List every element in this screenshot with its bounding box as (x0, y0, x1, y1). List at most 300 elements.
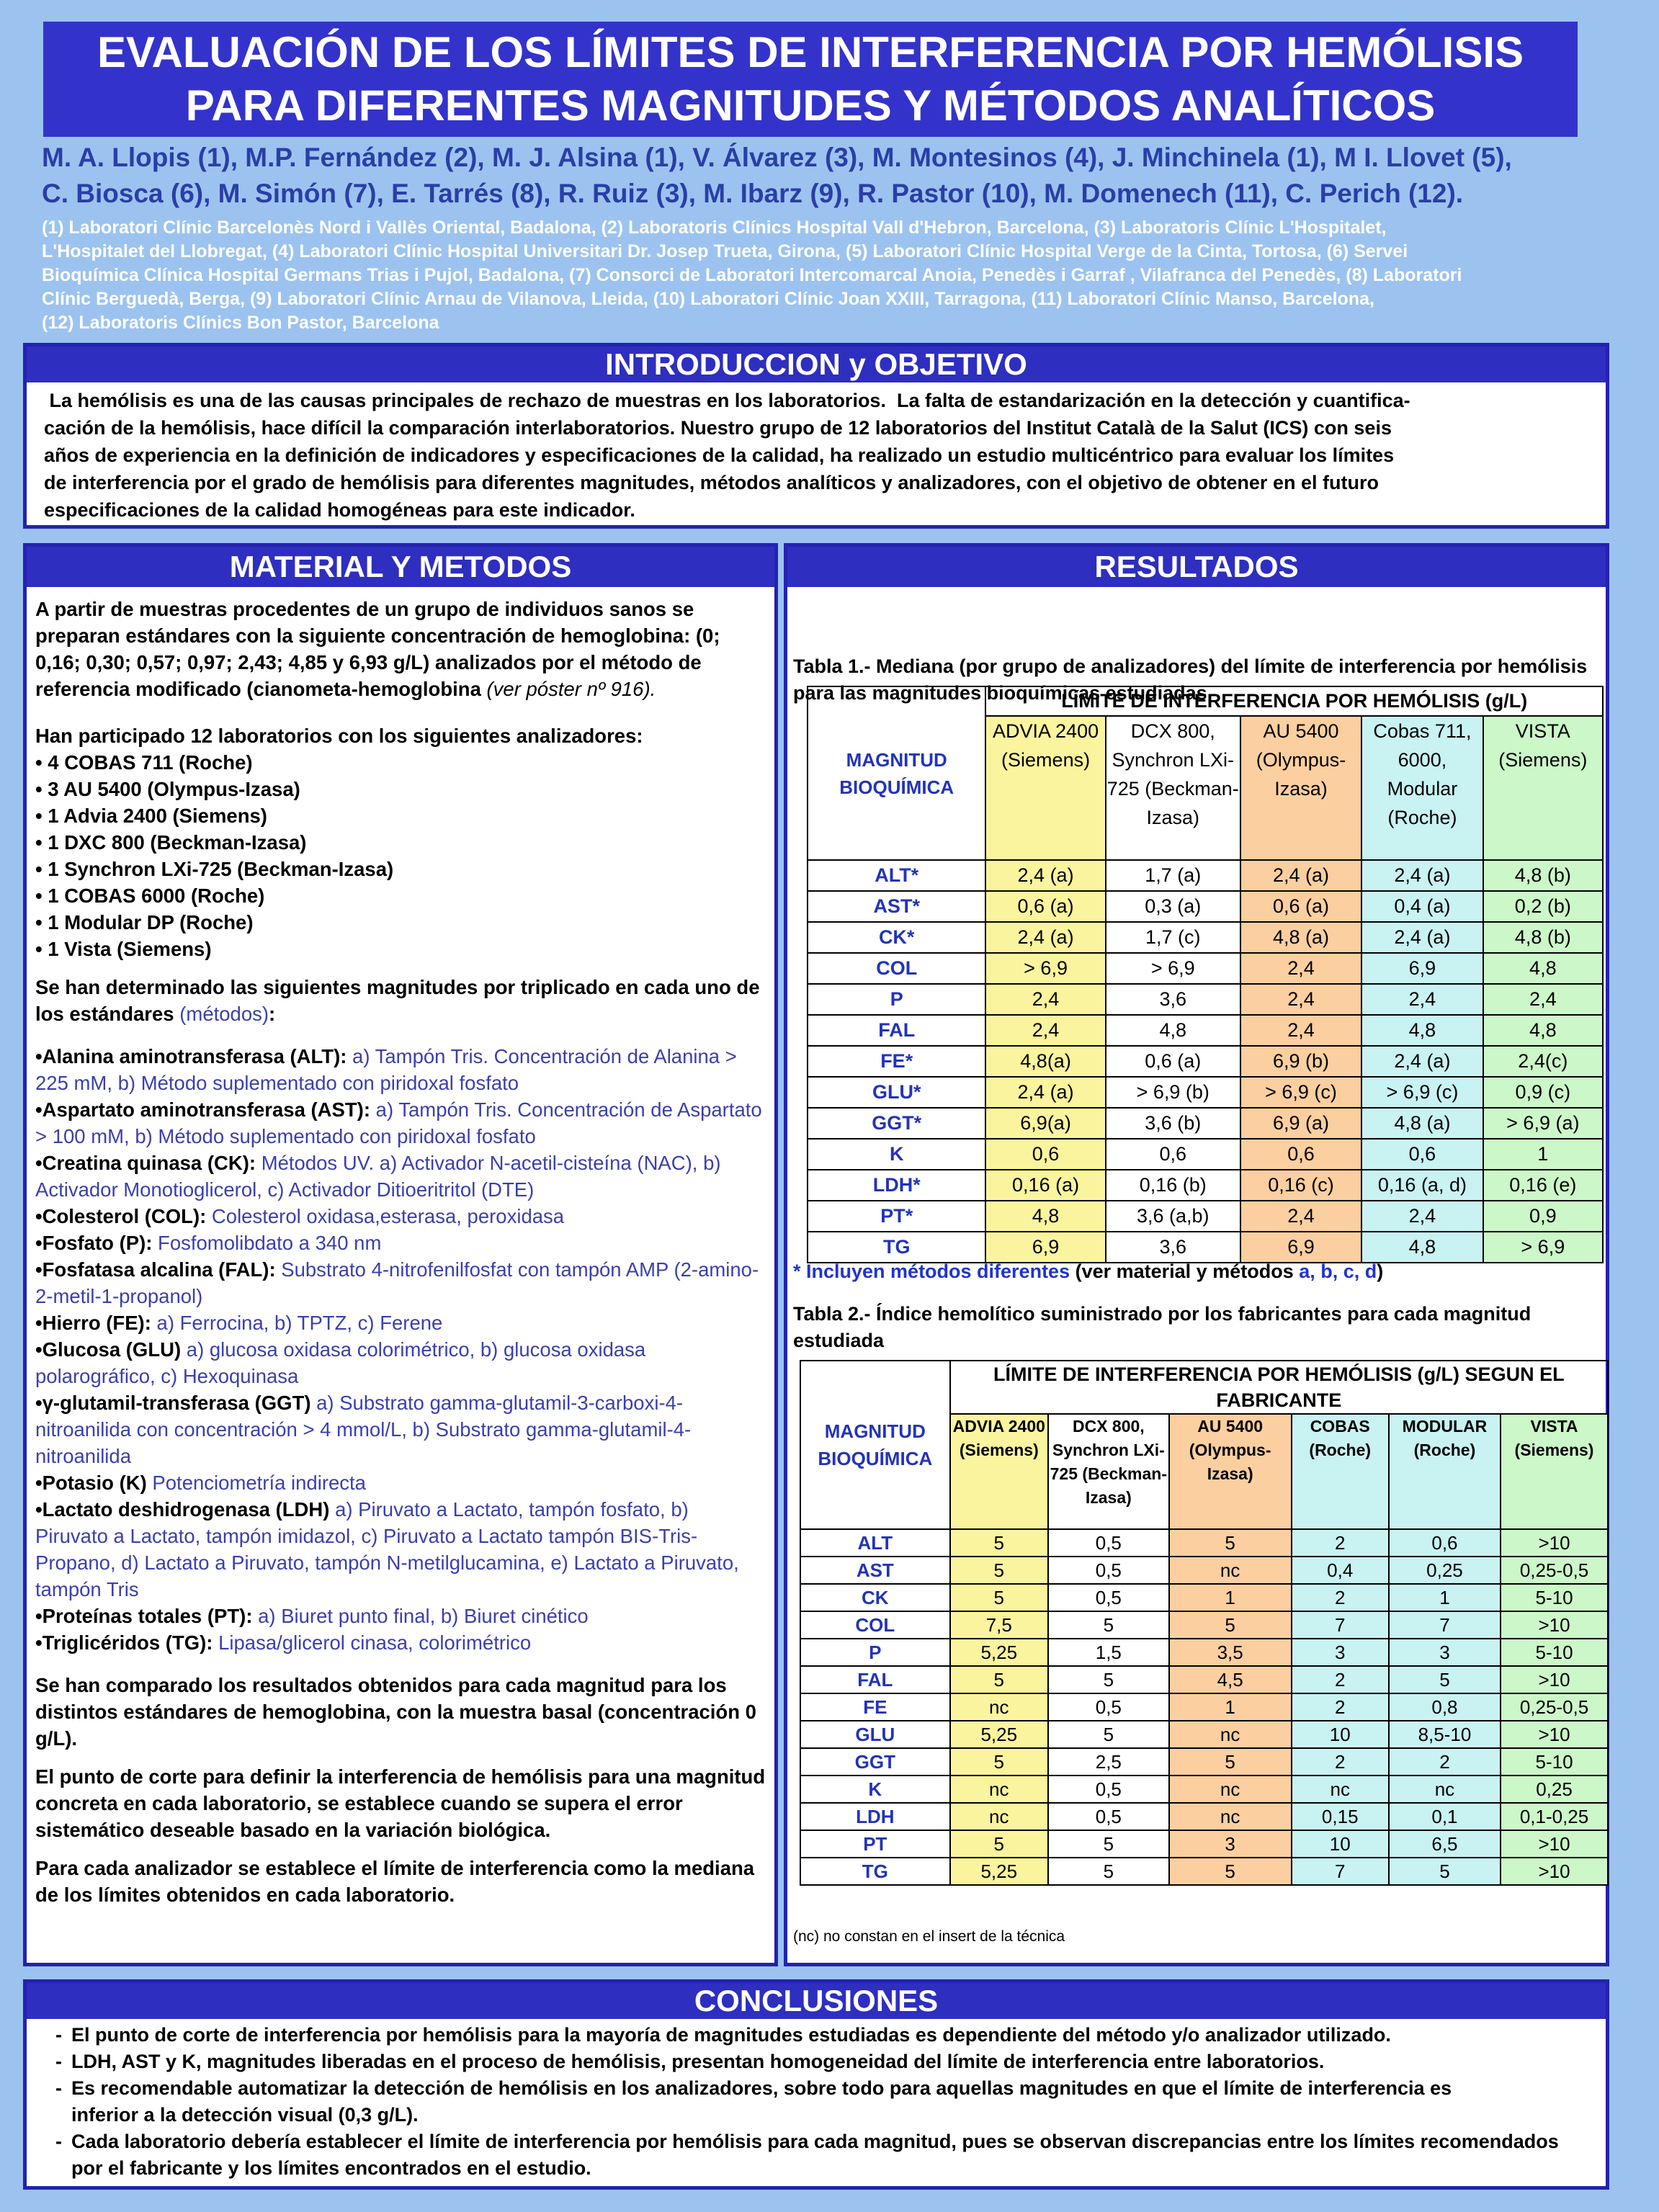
methods-paragraph: Para cada analizador se establece el límite de interferencia como la mediana de los límites obtenidos en cada laboratorio. (35, 1857, 755, 1906)
analyzer-item: • 1 Synchron LXi-725 (Beckman-Izasa) (35, 858, 394, 880)
t1-value-cell: 3,6 (b) (1106, 1108, 1240, 1139)
note1-part: (ver material y métodos (1070, 1261, 1300, 1282)
t2-value-cell: nc (1169, 1557, 1292, 1584)
t2-value-cell: 5-10 (1501, 1584, 1608, 1611)
t1-value-cell: 2,4 (1240, 984, 1361, 1015)
t2-value-cell: 2 (1292, 1666, 1389, 1693)
table2-col-header: COBAS (Roche) (1292, 1414, 1389, 1529)
t1-value-cell: 0,16 (e) (1483, 1170, 1603, 1201)
t2-value-cell: 5 (1169, 1748, 1292, 1776)
t1-row (808, 1201, 1603, 1232)
title-line-2: PARA DIFERENTES MAGNITUDES Y MÉTODOS ANALÍTICOS (185, 81, 1436, 130)
conclusion-text: LDH, AST y K, magnitudes liberadas en el proceso de hemólisis, presentan homogeneidad del límite de interferencia entre laboratorios. (71, 2051, 1325, 2072)
analyzer-item: • 1 DXC 800 (Beckman-Izasa) (35, 831, 307, 854)
t2-value-cell: 5 (950, 1584, 1048, 1611)
t1-value-cell: 1,7 (a) (1106, 860, 1240, 891)
magnitude-method: a) Tampón Tris. Concentración de Aspartato > 100 mM, b) Método suplementado con piridoxal fosfato (35, 1098, 762, 1147)
t1-value-cell: 0,3 (a) (1106, 891, 1240, 922)
magnitude-method: a) Ferrocina, b) TPTZ, c) Ferene (151, 1312, 443, 1334)
t1-value-cell: 2,4 (985, 1015, 1105, 1046)
t1-value-cell: 4,8 (b) (1483, 860, 1603, 891)
conclusion-text: Es recomendable automatizar la detección de hemólisis en los analizadores, sobre todo para aquellas magnitudes en que el límite de interferencia es inferior a la detección visual (0,3 g/L). (71, 2077, 1452, 2126)
magnitude-method: Colesterol oxidasa,esterasa, peroxidasa (206, 1205, 565, 1227)
t2-value-cell: 5-10 (1501, 1639, 1608, 1666)
t1-value-cell: 0,16 (c) (1240, 1170, 1361, 1201)
t1-row (808, 1108, 1603, 1139)
t1-value-cell: 0,6 (1106, 1139, 1240, 1170)
affiliation-line: (1) Laboratori Clínic Barcelonès Nord i Vallès Oriental, Badalona, (2) Laboratoris Clínics Hospital Vall d'Hebron, Barcelona, (3) Laboratoris Clínic L'Hospitalet, (42, 218, 1387, 238)
t2-row (800, 1611, 1608, 1639)
t2-value-cell: 5,25 (950, 1721, 1048, 1748)
t1-value-cell: 6,9 (a) (1240, 1108, 1361, 1139)
intro-line: de interferencia por el grado de hemólisis para diferentes magnitudes, métodos analíticos y analizadores, con el objetivo de obtener en el futuro (44, 472, 1379, 493)
t1-magnitud-cell: PT* (808, 1201, 985, 1232)
table2-col-header: ADVIA 2400 (Siemens) (950, 1414, 1048, 1529)
t2-value-cell: nc (1169, 1776, 1292, 1803)
table2-body (800, 1529, 1608, 1885)
t1-value-cell: 2,4 (a) (985, 922, 1105, 953)
t1-value-cell: 0,16 (a) (985, 1170, 1105, 1201)
t2-value-cell: 0,1 (1389, 1803, 1501, 1830)
methods-p1: A partir de muestras procedentes de un grupo de individuos sanos se preparan estándares con la siguiente concentración de hemoglobina: (0; 0,16; 0,30; 0,57; 0,97; 2,43; 4,85 y 6,93 g/L) analizados por el método de referencia modificado (cianometa-hemoglobina (35, 598, 720, 700)
magnitude-name: •Fosfatasa alcalina (FAL): (35, 1258, 276, 1281)
t2-value-cell: 5 (950, 1748, 1048, 1776)
t2-value-cell: 0,5 (1048, 1776, 1169, 1803)
affiliation-line: (12) Laboratoris Clínics Bon Pastor, Barcelona (42, 313, 439, 333)
t2-value-cell: 0,25-0,5 (1501, 1557, 1608, 1584)
conclusions-heading: CONCLUSIONES (27, 1983, 1606, 2019)
magnitude-method: a) glucosa oxidasa colorimétrico, b) glucosa oxidasa polarográfico, c) Hexoquinasa (35, 1338, 646, 1387)
t1-value-cell: 4,8 (985, 1201, 1105, 1232)
t2-value-cell: 0,1-0,25 (1501, 1803, 1608, 1830)
t1-value-cell: 2,4 (1240, 1201, 1361, 1232)
t2-value-cell: >10 (1501, 1830, 1608, 1858)
t1-value-cell: 4,8 (1361, 1015, 1483, 1046)
t1-value-cell: 2,4 (1361, 1201, 1483, 1232)
t1-value-cell: 4,8(a) (985, 1046, 1105, 1077)
t2-value-cell: >10 (1501, 1858, 1608, 1885)
methods-p3-blue: (métodos) (174, 1003, 269, 1025)
magnitudes-list (35, 1043, 766, 1656)
table1-note (793, 1261, 1383, 1283)
magnitude-method: a) Piruvato a Lactato, tampón fosfato, b) Piruvato a Lactato, tampón imidazol, c) Piruvato a Lactato tampón BIS-Tris-Propano, d) Lactato a Piruvato, tampón N-metilglucamina, e) Lactato a Piruvato, tampón Tris (35, 1498, 739, 1600)
methods-paragraph: El punto de corte para definir la interferencia de hemólisis para una magnitud concreta en cada laboratorio, se establece cuando se supera el error sistemático deseable basado en la variación biológica. (35, 1765, 766, 1841)
t2-value-cell: 0,5 (1048, 1584, 1169, 1611)
t1-value-cell: 0,2 (b) (1483, 891, 1603, 922)
t1-row (808, 922, 1603, 953)
magnitude-name: •Proteínas totales (PT): (35, 1605, 253, 1627)
t1-value-cell: 0,6 (1240, 1139, 1361, 1170)
magnitude-name: •Potasio (K) (35, 1472, 147, 1494)
methods-text (27, 587, 774, 1908)
t2-value-cell: 0,25 (1389, 1557, 1501, 1584)
t1-value-cell: 2,4 (1240, 1015, 1361, 1046)
t2-value-cell: 5 (1048, 1611, 1169, 1639)
t2-row (800, 1584, 1608, 1611)
magnitude-name: •Lactato deshidrogenasa (LDH) (35, 1498, 330, 1521)
analyzer-item: • 4 COBAS 711 (Roche) (35, 751, 253, 774)
magnitude-name: •Creatina quinasa (CK): (35, 1152, 256, 1174)
t2-magnitud-cell: GLU (800, 1721, 950, 1748)
t2-magnitud-cell: FAL (800, 1666, 950, 1693)
t1-value-cell: 6,9 (1240, 1232, 1361, 1263)
t2-value-cell: 5 (950, 1830, 1048, 1858)
t2-value-cell: 0,6 (1389, 1529, 1501, 1557)
t1-value-cell: 2,4 (a) (985, 860, 1105, 891)
t1-value-cell: 1 (1483, 1139, 1603, 1170)
methods-panel (23, 543, 778, 1966)
t2-value-cell: 3,5 (1169, 1639, 1292, 1666)
conclusion-text: El punto de corte de interferencia por hemólisis para la mayoría de magnitudes estudiadas es dependiente del método y/o analizador utilizado. (71, 2024, 1391, 2046)
t2-value-cell: nc (1292, 1776, 1389, 1803)
t1-value-cell: 4,8 (a) (1361, 1108, 1483, 1139)
magnitude-method: a) Substrato gamma-glutamil-3-carboxi-4-nitroanilida con concentración > 4 mmol/L, b) Substrato gamma-glutamil-4-nitroanilida (35, 1392, 692, 1467)
magnitude-name: •Fosfato (P): (35, 1232, 153, 1254)
magnitude-method: Substrato 4-nitrofenilfosfat con tampón AMP (2-amino-2-metil-1-propanol) (35, 1258, 759, 1307)
intro-line: cación de la hemólisis, hace difícil la comparación interlaboratorios. Nuestro grupo de 12 laboratorios del Institut Català de la Salut (ICS) con seis (44, 417, 1392, 439)
methods-p3: Se han determinado las siguientes magnitudes por triplicado en cada uno de los estándares (35, 976, 760, 1025)
intro-line: La hemólisis es una de las causas principales de rechazo de muestras en los laboratorios. La falta de estandarización en la detección y cuantifica- (44, 390, 1410, 411)
note1-part: a, b, c, d (1299, 1261, 1377, 1282)
conclusion-item: - El punto de corte de interferencia por hemólisis para la mayoría de magnitudes estudiadas es dependiente del método y/o analizador utilizado. (55, 2022, 1577, 2048)
t2-value-cell: nc (950, 1803, 1048, 1830)
t2-row (800, 1557, 1608, 1584)
magnitude-method: Fosfomolibdato a 340 nm (152, 1232, 382, 1254)
t2-magnitud-cell: PT (800, 1830, 950, 1858)
t1-magnitud-cell: FE* (808, 1046, 985, 1077)
intro-panel (23, 343, 1609, 529)
methods-analyzers (35, 722, 766, 962)
magnitude-name: •γ-glutamil-transferasa (GGT) (35, 1392, 311, 1414)
t1-magnitud-cell: LDH* (808, 1170, 985, 1201)
table1-span-header: LÍMITE DE INTERFERENCIA POR HEMÓLISIS (g/L) (985, 686, 1603, 716)
table1-col-header: Cobas 711, 6000, Modular (Roche) (1361, 716, 1483, 860)
results-panel (784, 543, 1609, 1966)
magnitude-name: •Aspartato aminotransferasa (AST): (35, 1098, 371, 1121)
analyzer-item: • 1 Vista (Siemens) (35, 938, 212, 960)
t1-magnitud-cell: ALT* (808, 860, 985, 891)
t2-value-cell: 3 (1389, 1639, 1501, 1666)
t1-value-cell: 6,9 (b) (1240, 1046, 1361, 1077)
t2-value-cell: 0,5 (1048, 1803, 1169, 1830)
t2-value-cell: 2 (1389, 1748, 1501, 1776)
intro-text (27, 382, 1606, 524)
t1-value-cell: > 6,9 (c) (1361, 1077, 1483, 1108)
affiliations (42, 216, 1612, 335)
t2-value-cell: 1,5 (1048, 1639, 1169, 1666)
t2-row (800, 1830, 1608, 1858)
t2-value-cell: 1 (1389, 1584, 1501, 1611)
intro-line: especificaciones de la calidad homogéneas para este indicador. (44, 499, 635, 521)
analyzer-item: • 1 Advia 2400 (Siemens) (35, 805, 267, 827)
t1-magnitud-cell: AST* (808, 891, 985, 922)
t1-value-cell: 0,6 (a) (985, 891, 1105, 922)
analyzer-item: • 3 AU 5400 (Olympus-Izasa) (35, 778, 300, 800)
t1-value-cell: 3,6 (1106, 984, 1240, 1015)
t1-value-cell: 2,4 (1483, 984, 1603, 1015)
t2-value-cell: 2 (1292, 1693, 1389, 1721)
t2-value-cell: 0,15 (1292, 1803, 1389, 1830)
t1-row (808, 984, 1603, 1015)
t1-magnitud-cell: CK* (808, 922, 985, 953)
methods-paragraph (35, 596, 766, 702)
t2-value-cell: 0,5 (1048, 1529, 1169, 1557)
t1-value-cell: > 6,9 (a) (1483, 1108, 1603, 1139)
t1-magnitud-cell: K (808, 1139, 985, 1170)
methods-p3-end: : (269, 1003, 276, 1025)
t1-value-cell: 0,4 (a) (1361, 891, 1483, 922)
t2-value-cell: 0,8 (1389, 1693, 1501, 1721)
t1-value-cell: 2,4 (985, 984, 1105, 1015)
t2-value-cell: 2 (1292, 1584, 1389, 1611)
table1-magnitud-header: MAGNITUD BIOQUÍMICA (808, 686, 985, 860)
t2-magnitud-cell: ALT (800, 1529, 950, 1557)
t1-value-cell: 6,9 (1361, 953, 1483, 984)
magnitude-method: a) Tampón Tris. Concentración de Alanina > 225 mM, b) Método suplementado con piridoxal fosfato (35, 1045, 737, 1094)
conclusion-text: Cada laboratorio debería establecer el límite de interferencia por hemólisis para cada magnitud, pues se observan discrepancias entre los límites recomendados por el fabricante y los límites encontrados en el estudio. (71, 2131, 1559, 2179)
t2-value-cell: 5 (1048, 1830, 1169, 1858)
table-1 (807, 686, 1604, 1263)
t1-value-cell: > 6,9 (1106, 953, 1240, 984)
t2-row (800, 1858, 1608, 1885)
table1-col-header: ADVIA 2400 (Siemens) (985, 716, 1105, 860)
affiliation-line: Clínic Berguedà, Berga, (9) Laboratori Clínic Arnau de Vilanova, Lleida, (10) Laboratori Clínic Joan XXIII, Tarragona, (11) Laboratori Clínic Manso, Barcelona, (42, 289, 1374, 309)
t2-row (800, 1721, 1608, 1748)
authors-line-1: M. A. Llopis (1), M.P. Fernández (2), M. J. Alsina (1), V. Álvarez (3), M. Montesinos (4), J. Minchinela (1), M I. Llovet (5), (42, 143, 1512, 172)
t1-value-cell: 0,6 (a) (1106, 1046, 1240, 1077)
t1-value-cell: 2,4 (a) (1361, 922, 1483, 953)
t2-magnitud-cell: K (800, 1776, 950, 1803)
t2-value-cell: 6,5 (1389, 1830, 1501, 1858)
magnitude-name: •Hierro (FE): (35, 1312, 151, 1334)
poster-title (43, 22, 1578, 137)
methods-paragraph (35, 974, 766, 1027)
t2-magnitud-cell: P (800, 1639, 950, 1666)
t2-value-cell: 8,5-10 (1389, 1721, 1501, 1748)
t2-value-cell: >10 (1501, 1529, 1608, 1557)
t1-value-cell: 4,8 (1483, 953, 1603, 984)
note1-part: ) (1377, 1261, 1384, 1282)
affiliation-line: L'Hospitalet del Llobregat, (4) Laboratori Clínic Hospital Universitari Dr. Josep Trueta, Girona, (5) Laboratori Clínic Hospital Verge de la Cinta, Tortosa, (6) Servei (42, 241, 1408, 261)
t2-value-cell: 4,5 (1169, 1666, 1292, 1693)
t2-value-cell: 10 (1292, 1830, 1389, 1858)
t1-value-cell: 0,9 (1483, 1201, 1603, 1232)
t1-row (808, 891, 1603, 922)
t1-value-cell: 2,4 (a) (1240, 860, 1361, 891)
t1-row (808, 1139, 1603, 1170)
t2-value-cell: >10 (1501, 1611, 1608, 1639)
t1-value-cell: 0,6 (1361, 1139, 1483, 1170)
affiliation-line: Bioquímica Clínica Hospital Germans Trias i Pujol, Badalona, (7) Consorci de Laboratori Intercomarcal Anoia, Penedès i Garraf , Vilafranca del Penedès, (8) Laboratori (42, 265, 1462, 285)
t1-row (808, 1170, 1603, 1201)
t2-value-cell: nc (1169, 1721, 1292, 1748)
t1-magnitud-cell: COL (808, 953, 985, 984)
t2-value-cell: 0,25 (1501, 1776, 1608, 1803)
t2-magnitud-cell: GGT (800, 1748, 950, 1776)
table2-col-header: VISTA (Siemens) (1501, 1414, 1608, 1529)
t2-value-cell: nc (1389, 1776, 1501, 1803)
table1-caption: Tabla 1.- Mediana (por grupo de analizadores) del límite de interferencia por hemólisis para las magnitudes bioquímicas estudiadas (793, 655, 1588, 704)
t2-value-cell: 7 (1292, 1611, 1389, 1639)
t2-value-cell: 7 (1389, 1611, 1501, 1639)
t1-magnitud-cell: GGT* (808, 1108, 985, 1139)
t2-row (800, 1529, 1608, 1557)
t2-value-cell: 10 (1292, 1721, 1389, 1748)
table-2 (800, 1360, 1609, 1886)
magnitude-name: •Glucosa (GLU) (35, 1338, 182, 1361)
t2-value-cell: 5-10 (1501, 1748, 1608, 1776)
t2-value-cell: 0,4 (1292, 1557, 1389, 1584)
t2-magnitud-cell: CK (800, 1584, 950, 1611)
magnitude-method: Lipasa/glicerol cinasa, colorimétrico (213, 1631, 532, 1654)
intro-heading: INTRODUCCION y OBJETIVO (27, 346, 1606, 382)
t2-value-cell: 0,25-0,5 (1501, 1693, 1608, 1721)
t2-value-cell: 5 (1169, 1858, 1292, 1885)
t1-value-cell: 2,4 (a) (1361, 860, 1483, 891)
t1-value-cell: 3,6 (1106, 1232, 1240, 1263)
t2-value-cell: 5,25 (950, 1858, 1048, 1885)
t2-magnitud-cell: TG (800, 1858, 950, 1885)
t1-row (808, 1232, 1603, 1263)
t1-magnitud-cell: GLU* (808, 1077, 985, 1108)
t1-value-cell: 2,4 (1240, 953, 1361, 984)
t2-value-cell: nc (950, 1693, 1048, 1721)
t2-value-cell: 1 (1169, 1693, 1292, 1721)
magnitude-method: Potenciometría indirecta (146, 1472, 366, 1494)
t1-value-cell: 0,6 (985, 1139, 1105, 1170)
analyzer-item: • 1 COBAS 6000 (Roche) (35, 885, 265, 907)
t1-row (808, 860, 1603, 891)
conclusion-item: - Cada laboratorio debería establecer el límite de interferencia por hemólisis para cada magnitud, pues se observan discrepancias entre los límites recomendados por el fabricante y los límites encontrados en el estudio. (55, 2128, 1577, 2182)
conclusion-item: - LDH, AST y K, magnitudes liberadas en el proceso de hemólisis, presentan homogeneidad del límite de interferencia entre laboratorios. (55, 2048, 1577, 2075)
t1-value-cell: 2,4 (1361, 984, 1483, 1015)
t2-value-cell: 2 (1292, 1748, 1389, 1776)
title-line-1: EVALUACIÓN DE LOS LÍMITES DE INTERFERENCIA POR HEMÓLISIS (97, 28, 1524, 76)
t1-value-cell: 3,6 (a,b) (1106, 1201, 1240, 1232)
analyzer-item: • 1 Modular DP (Roche) (35, 911, 254, 933)
table1-col-header: DCX 800, Synchron LXi-725 (Beckman-Izasa) (1106, 716, 1240, 860)
t2-row (800, 1803, 1608, 1830)
t1-value-cell: 6,9 (985, 1232, 1105, 1263)
conclusions-panel (23, 1979, 1609, 2190)
table2-col-header: DCX 800, Synchron LXi-725 (Beckman-Izasa) (1048, 1414, 1169, 1529)
t2-value-cell: 0,5 (1048, 1693, 1169, 1721)
t1-value-cell: 2,4 (a) (1361, 1046, 1483, 1077)
methods-p1-ref: (ver póster nº 916). (480, 678, 656, 700)
t1-value-cell: 0,6 (a) (1240, 891, 1361, 922)
t2-value-cell: 5 (1048, 1721, 1169, 1748)
t1-value-cell: 0,16 (b) (1106, 1170, 1240, 1201)
table2-col-header: MODULAR (Roche) (1389, 1414, 1501, 1529)
t2-value-cell: 5 (1169, 1529, 1292, 1557)
table1-col-header: AU 5400 (Olympus-Izasa) (1240, 716, 1361, 860)
t2-value-cell: 0,5 (1048, 1557, 1169, 1584)
t2-value-cell: >10 (1501, 1666, 1608, 1693)
t2-value-cell: 1 (1169, 1584, 1292, 1611)
t1-row (808, 1077, 1603, 1108)
magnitude-name: •Colesterol (COL): (35, 1205, 207, 1227)
t2-value-cell: 5 (950, 1557, 1048, 1584)
t1-value-cell: 2,4 (a) (985, 1077, 1105, 1108)
t2-magnitud-cell: AST (800, 1557, 950, 1584)
authors (42, 140, 1612, 212)
t2-value-cell: 5,25 (950, 1639, 1048, 1666)
t1-magnitud-cell: P (808, 984, 985, 1015)
conclusions-list (27, 2019, 1606, 2182)
table2-span-header: LÍMITE DE INTERFERENCIA POR HEMÓLISIS (g/L) SEGUN EL FABRICANTE (950, 1361, 1608, 1414)
t1-row (808, 953, 1603, 984)
t1-value-cell: 0,9 (c) (1483, 1077, 1603, 1108)
t2-value-cell: 2,5 (1048, 1748, 1169, 1776)
t1-value-cell: 2,4(c) (1483, 1046, 1603, 1077)
t1-value-cell: > 6,9 (b) (1106, 1077, 1240, 1108)
magnitude-method: a) Biuret punto final, b) Biuret cinético (252, 1605, 589, 1627)
table1-col-header: VISTA (Siemens) (1483, 716, 1603, 860)
t1-value-cell: > 6,9 (1483, 1232, 1603, 1263)
table2-col-header: AU 5400 (Olympus-Izasa) (1169, 1414, 1292, 1529)
t2-value-cell: 5 (1169, 1611, 1292, 1639)
t1-row (808, 1015, 1603, 1046)
t2-value-cell: nc (950, 1776, 1048, 1803)
t1-value-cell: 4,8 (1483, 1015, 1603, 1046)
t1-row (808, 1046, 1603, 1077)
t2-row (800, 1639, 1608, 1666)
t1-value-cell: > 6,9 (c) (1240, 1077, 1361, 1108)
t2-row (800, 1776, 1608, 1803)
t2-value-cell: >10 (1501, 1721, 1608, 1748)
t1-value-cell: 0,16 (a, d) (1361, 1170, 1483, 1201)
t2-value-cell: 3 (1292, 1639, 1389, 1666)
methods-paragraph: Se han comparado los resultados obtenidos para cada magnitud para los distintos estándares de hemoglobina, con la muestra basal (concentración 0 g/L). (35, 1674, 756, 1750)
intro-line: años de experiencia en la definición de indicadores y especificaciones de la calidad, ha realizado un estudio multicéntrico para evaluar los límites (44, 444, 1395, 466)
t2-value-cell: nc (1169, 1803, 1292, 1830)
t2-magnitud-cell: FE (800, 1693, 950, 1721)
t1-value-cell: 6,9(a) (985, 1108, 1105, 1139)
note1-part: * Incluyen métodos diferentes (793, 1261, 1070, 1282)
t1-value-cell: > 6,9 (985, 953, 1105, 984)
t2-value-cell: 2 (1292, 1529, 1389, 1557)
table2-note: (nc) no constan en el insert de la técnica (793, 1928, 1065, 1945)
table2-magnitud-header: MAGNITUD BIOQUÍMICA (800, 1361, 950, 1529)
t1-value-cell: 4,8 (b) (1483, 922, 1603, 953)
authors-line-2: C. Biosca (6), M. Simón (7), E. Tarrés (8), R. Ruiz (3), M. Ibarz (9), R. Pastor (10), M. Domenech (11), C. Perich (12). (42, 179, 1464, 208)
t2-row (800, 1693, 1608, 1721)
analyzers-intro: Han participado 12 laboratorios con los siguientes analizadores: (35, 725, 643, 747)
t2-value-cell: 3 (1169, 1830, 1292, 1858)
table1-body (808, 860, 1603, 1263)
t2-value-cell: 5 (1048, 1666, 1169, 1693)
magnitude-name: •Alanina aminotransferasa (ALT): (35, 1045, 347, 1067)
methods-heading: MATERIAL Y METODOS (27, 547, 774, 587)
t1-value-cell: 4,8 (1361, 1232, 1483, 1263)
t2-value-cell: 5 (950, 1529, 1048, 1557)
conclusion-item: - Es recomendable automatizar la detección de hemólisis en los analizadores, sobre todo para aquellas magnitudes en que el límite de interferencia es inferior a la detección visual (0,3 g/L). (55, 2075, 1577, 2128)
results-heading: RESULTADOS (787, 547, 1606, 587)
t1-magnitud-cell: FAL (808, 1015, 985, 1046)
t2-magnitud-cell: COL (800, 1611, 950, 1639)
t2-row (800, 1666, 1608, 1693)
t2-row (800, 1748, 1608, 1776)
t2-value-cell: 7,5 (950, 1611, 1048, 1639)
t2-value-cell: 5 (950, 1666, 1048, 1693)
t1-value-cell: 4,8 (1106, 1015, 1240, 1046)
magnitude-method: Métodos UV. a) Activador N-acetil-cisteína (NAC), b) Activador Monotioglicerol, c) Activador Ditioeritritol (DTE) (35, 1152, 721, 1201)
t1-value-cell: 1,7 (c) (1106, 922, 1240, 953)
magnitude-name: •Triglicéridos (TG): (35, 1631, 213, 1654)
t2-value-cell: 5 (1048, 1858, 1169, 1885)
t1-magnitud-cell: TG (808, 1232, 985, 1263)
table2-caption: Tabla 2.- Índice hemolítico suministrado por los fabricantes para cada magnitud estudiada (793, 1303, 1531, 1351)
